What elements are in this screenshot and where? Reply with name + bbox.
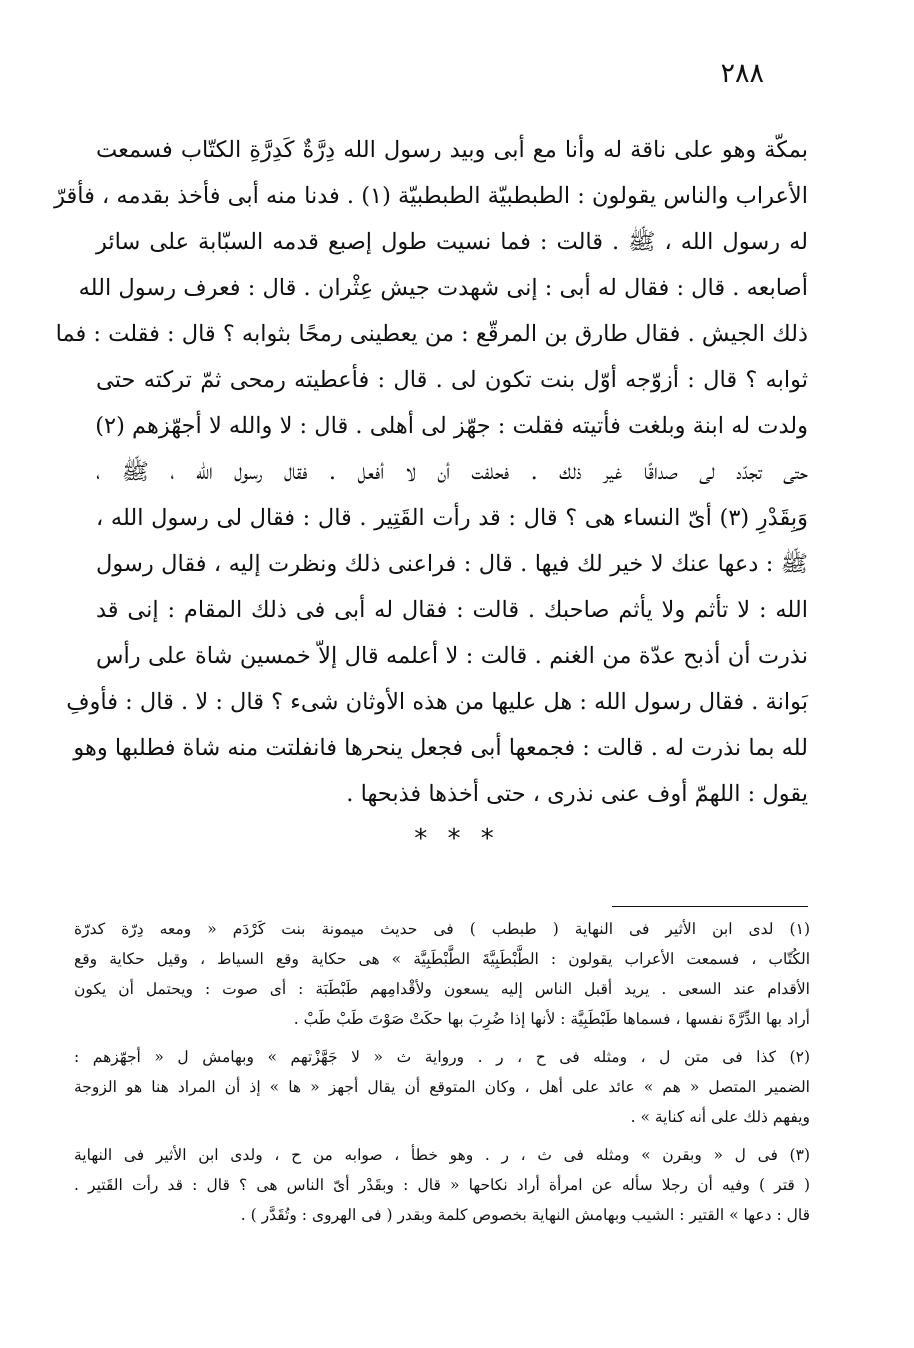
- footnote-line: الكُتّاب ، فسمعت الأعراب يقولون : الطَّبْطَبِيَّةَ الطَّبْطَبِيَّة » هى حكاية وقع السياط ، وقيل حكاية وقع: [74, 950, 810, 968]
- text-line: لله بما نذرت له . قالت : فجمعها أبى فجعل ينحرها فانفلتت منه شاة فطلبها وهو: [73, 735, 808, 761]
- footnote-line: ( قتر ) وفيه أن رجلا سأله عن امرأة أراد نكاحها « قال : وبقَدْر أىّ الناس هى ؟ قال : قد رأت القَتير .: [74, 1176, 810, 1194]
- text-line: يقول : اللهمّ أوف عنى نذرى ، حتى أخذها فذبحها .: [346, 781, 808, 807]
- footnote-line: أراد بها الدِّرَّةَ نفسها ، فسماها طَبْطَبِيَّة : لأنها إذا ضُرِبَ بها حكَتْ صَوْتَ طَبْ طَبْ .: [293, 1010, 810, 1028]
- footnote-line: الأقدام عند السعى . يريد أقبل الناس إليه يسعون ولأقْدامِهم طَبْطَبَة : أى صوت : ويحتمل أن يكون: [74, 980, 810, 998]
- text-line: ولدت له ابنة وبلغت فأتيته فقلت : جهّز لى أهلى . قال : لا والله لا أجهّزهم (٢): [95, 413, 808, 439]
- footnotes: [74, 914, 810, 1238]
- footnote-line: (٢) كذا فى متن ل ، ومثله فى ح ، ر . ورواية ث « لا جَهَّزْتهم » وبهامش ل « أجهّزهم :: [74, 1048, 810, 1066]
- footnote-line: (٣) فى ل « وبقرن » ومثله فى ث ، ر . وهو خطأ ، صوابه من ح ، ولدى ابن الأثير فى النهاية: [74, 1146, 810, 1164]
- text-line: ثوابه ؟ قال : أزوّجه أوّل بنت تكون لى . قال : فأعطيته رمحى ثمّ تركته حتى: [96, 367, 808, 393]
- text-line: ﷺ : دعها عنك لا خير لك فيها . قال : فراعنى ذلك ونظرت إليه ، فقال رسول: [96, 551, 808, 577]
- text-line: الأعراب والناس يقولون : الطبطبيّة الطبطبيّة (١) . فدنا منه أبى فأخذ بقدمه ، فأقرّ: [54, 183, 808, 209]
- footnote-line: الضمير المتصل « هم » عائد على أهل ، وكان المتوقع أن يقال أجهز « ها » إذ أن المراد هنا هو الزوجة: [74, 1078, 810, 1096]
- page-number: ٢٨٨: [720, 58, 764, 89]
- footnote-divider: [612, 906, 808, 907]
- text-line: حتى تجدّد لى صداقًا غير ذلك . فحلفت أن لا أفعل . فقال رسول الله ، ﷺ ،: [96, 459, 808, 485]
- text-line: بَوانة . فقال رسول الله : هل عليها من هذه الأوثان شىء ؟ قال : لا . قال : فأوفِ: [66, 689, 808, 715]
- footnote-line: (١) لدى ابن الأثير فى النهاية ( طبطب ) فى حديث ميمونة بنت كَرْدَم « ومعه دِرّة كدرّة: [74, 920, 810, 938]
- text-line: وَبِقَدْرِ (٣) أىّ النساء هى ؟ قال : قد رأت القَتِير . قال : فقال لى رسول الله ،: [96, 505, 808, 531]
- footnote-line: قال : دعها » القتير : الشيب وبهامش النهاية بخصوص كلمة وبقدر ( فى الهروى : وتُقَدَّر ) .: [240, 1206, 810, 1224]
- footnote: [74, 1140, 810, 1230]
- main-text: [54, 127, 808, 817]
- text-line: بمكّة وهو على ناقة له وأنا مع أبى وبيد رسول الله دِرَّةٌ كَدِرَّةِ الكتّاب فسمعت: [96, 137, 808, 163]
- footnote-line: ويفهم ذلك على أنه كناية » .: [630, 1108, 810, 1126]
- section-separator: * * *: [414, 824, 500, 854]
- text-line: أصابعه . قال : فقال له أبى : إنى شهدت جيش عِثْران . قال : فعرف رسول الله: [78, 275, 808, 301]
- text-line: الله : لا تأثم ولا يأثم صاحبك . قالت : فقال له أبى فى ذلك المقام : إنى قد: [96, 597, 808, 623]
- text-line: ذلك الجيش . فقال طارق بن المرقّع : من يعطينى رمحًا بثوابه ؟ قال : فقلت : فما: [55, 321, 808, 347]
- text-line: نذرت أن أذبح عدّة من الغنم . قالت : لا أعلمه قال إلاّ خمسين شاة على رأس: [96, 643, 808, 669]
- text-line: له رسول الله ، ﷺ . قالت : فما نسيت طول إصبع قدمه السبّابة على سائر: [96, 229, 808, 255]
- footnote: [74, 914, 810, 1034]
- footnote: [74, 1042, 810, 1132]
